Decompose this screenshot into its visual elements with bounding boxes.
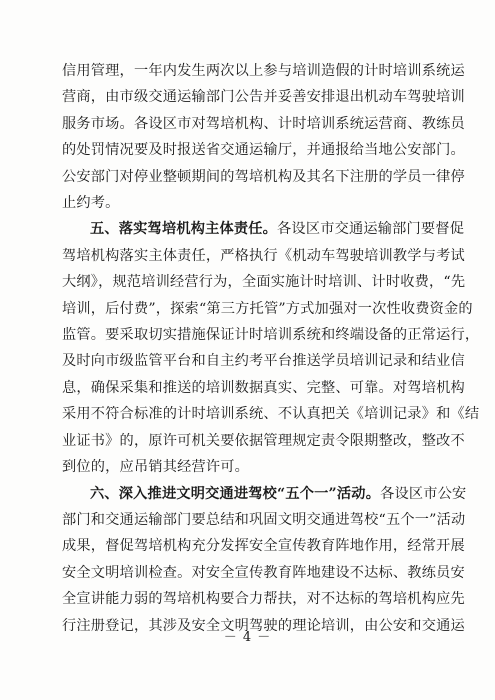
text-line-first — [62, 481, 467, 507]
text-line: 监管。要采取切实措施保证计时培训系统和终端设备的正常运行， — [62, 327, 480, 344]
text-line: 全宣讲能力弱的驾培机构要合力帮扶，对不达标的驾培机构应先 — [62, 591, 465, 608]
section-heading-five: 五、落实驾培机构主体责任。 — [90, 221, 278, 238]
section-heading-six: 六、深入推进文明交通进驾校“五个一”活动。 — [90, 485, 381, 502]
text-line: 安全文明培训检查。对安全宣传教育阵地建设不达标、教练员安 — [62, 564, 465, 581]
text-line: 公安部门对停业整顿期间的驾培机构及其名下注册的学员一律停 — [62, 168, 465, 185]
text-line: 驾培机构落实主体责任，严格执行《机动车驾驶培训教学与考试 — [62, 247, 465, 264]
text-line: 服务市场。各设区市对驾培机构、计时培训系统运营商、教练员 — [62, 115, 465, 132]
text-line: 行注册登记，其涉及安全文明驾驶的理论培训，由公安和交通运 — [62, 617, 465, 634]
text-line: 成果，督促驾培机构充分发挥安全宣传教育阵地作用，经常开展 — [62, 538, 465, 555]
text-line: 止约考。 — [62, 195, 120, 212]
text-line: 的处罚情况要及时报送省交通运输厅，并通报给当地公安部门。 — [62, 142, 465, 159]
text-line: 信用管理，一年内发生两次以上参与培训造假的计时培训系统运 — [62, 63, 465, 79]
text-line: 各设区市公安 — [380, 485, 467, 502]
paragraph-section-six — [62, 481, 467, 639]
text-line: 大纲》，规范培训经营行为，全面实施计时培训、计时收费，“先 — [62, 274, 466, 291]
page-number: － 4 － — [223, 630, 272, 645]
text-line: 各设区市交通运输部门要督促 — [277, 221, 465, 238]
text-line: 业证书》的，原许可机关要依据管理规定责令限期整改，整改不 — [62, 432, 465, 449]
text-line: 到位的，应吊销其经营许可。 — [62, 459, 250, 476]
text-line: 营商，由市级交通运输部门公告并妥善安排退出机动车驾驶培训 — [62, 89, 465, 106]
text-line: 部门和交通运输部门要总结和巩固文明交通进驾校“五个一”活动 — [62, 511, 466, 528]
paragraph-credit-management — [62, 58, 465, 216]
paragraph-section-five — [62, 216, 480, 480]
text-line-first — [62, 216, 465, 242]
text-line: 采用不符合标准的计时培训系统、不认真把关《培训记录》和《结 — [62, 406, 480, 423]
text-line: 培训，后付费”，探索“第三方托管”方式加强对一次性收费资金的 — [62, 300, 473, 317]
document-body — [62, 58, 480, 639]
text-line: 及时向市级监管平台和自主约考平台推送学员培训记录和结业信 — [62, 353, 465, 370]
text-line: 息，确保采集和推送的培训数据真实、完整、可靠。对驾培机构 — [62, 379, 465, 396]
